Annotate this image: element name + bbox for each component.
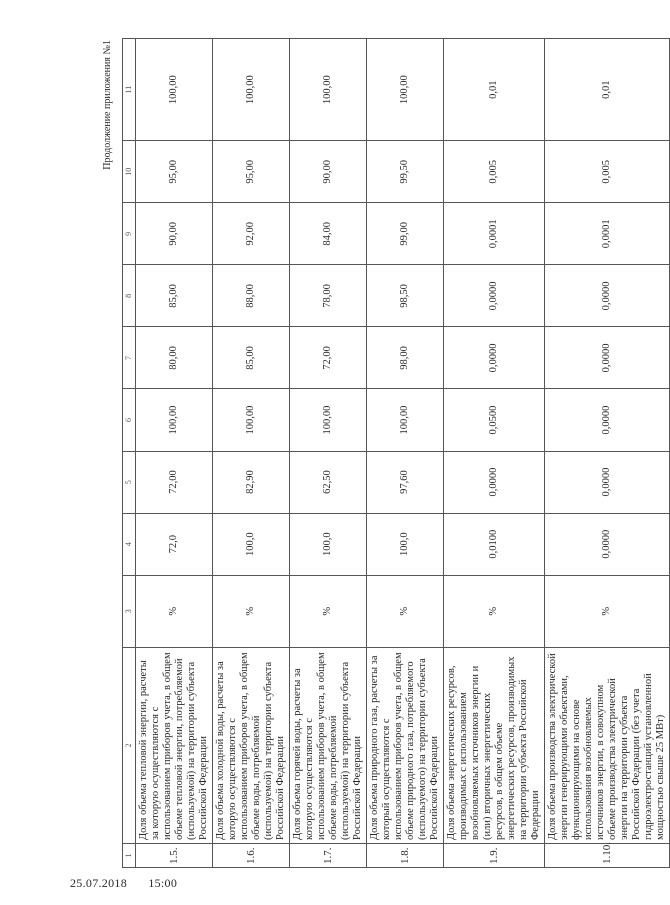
value-cell: 85,00 — [136, 265, 213, 327]
table-row — [545, 39, 670, 868]
col-number: 11 — [123, 39, 136, 141]
col-number: 10 — [123, 141, 136, 203]
col-number: 4 — [123, 513, 136, 575]
value-cell: 95,00 — [213, 141, 290, 203]
value-cell: 100,00 — [136, 389, 213, 451]
value-cell: 100,00 — [213, 39, 290, 141]
rotated-table-area — [98, 38, 666, 868]
value-cell: 0,0000 — [545, 451, 670, 513]
table-row — [136, 39, 213, 868]
value-cell: 97,60 — [367, 451, 444, 513]
column-number-row — [123, 39, 136, 868]
value-cell: 0,0000 — [444, 265, 545, 327]
value-cell: 0,0100 — [444, 513, 545, 575]
value-cell: 95,00 — [136, 141, 213, 203]
indicator-name: Доля объема природного газа, расчеты за который осуществляются с использованием приборов учета, в общем объеме природного газа, потребляемого (используемого) на территории субъекта Российской Федерации — [367, 647, 444, 843]
value-cell: 100,00 — [367, 389, 444, 451]
value-cell: 100,00 — [290, 39, 367, 141]
value-cell: 99,50 — [367, 141, 444, 203]
indicator-name: Доля объема энергетических ресурсов, производимых с использованием возобновляемых источников энергии и (или) вторичных энергетических ресурсов, в общем объеме энергетических ресурсов, производимых на территории субъекта Российской Федерации — [444, 647, 545, 843]
value-cell: 0,0000 — [444, 451, 545, 513]
value-cell: 92,00 — [213, 203, 290, 265]
unit-cell: % — [136, 575, 213, 647]
value-cell: 100,00 — [290, 389, 367, 451]
col-number: 2 — [123, 647, 136, 843]
value-cell: 0,0000 — [545, 513, 670, 575]
row-number: 1.7. — [290, 843, 367, 867]
value-cell: 80,00 — [136, 327, 213, 389]
unit-cell: % — [444, 575, 545, 647]
indicator-name: Доля объема производства электрической энергии генерирующими объектами, функционирующими на основе использования возобновляемых источников энергии, в совокупном объеме производства электрической энергии на территории субъекта Российской Федерации (без учета гидроэлектростанций установленной мощностью свыше 25 МВт) — [545, 647, 670, 843]
table-row — [367, 39, 444, 868]
col-number: 7 — [123, 327, 136, 389]
col-number: 5 — [123, 451, 136, 513]
value-cell: 100,00 — [367, 39, 444, 141]
value-cell: 82,90 — [213, 451, 290, 513]
value-cell: 72,0 — [136, 513, 213, 575]
value-cell: 0,0001 — [444, 203, 545, 265]
indicator-name: Доля объема холодной воды, расчеты за которую осуществляются с использованием приборов учета, в общем объеме воды, потребляемой (используемой) на территории субъекта Российской Федерации — [213, 647, 290, 843]
table-row — [290, 39, 367, 868]
value-cell: 100,0 — [290, 513, 367, 575]
value-cell: 62,50 — [290, 451, 367, 513]
value-cell: 0,01 — [444, 39, 545, 141]
value-cell: 0,01 — [545, 39, 670, 141]
value-cell: 0,0000 — [545, 327, 670, 389]
row-number: 1.5. — [136, 843, 213, 867]
value-cell: 72,00 — [136, 451, 213, 513]
value-cell: 0,005 — [444, 141, 545, 203]
value-cell: 84,00 — [290, 203, 367, 265]
unit-cell: % — [545, 575, 670, 647]
indicator-name: Доля объема горячей воды, расчеты за которую осуществляются с использованием приборов учета, в общем объеме воды, потребляемой (используемой) на территории субъекта Российской Федерации — [290, 647, 367, 843]
indicators-table — [122, 38, 666, 868]
appendix-caption: Продолжение приложения №1 — [102, 40, 113, 170]
value-cell: 72,00 — [290, 327, 367, 389]
print-stamp — [70, 876, 195, 891]
value-cell: 0,0500 — [444, 389, 545, 451]
table-row — [444, 39, 545, 868]
print-date: 25.07.2018 — [70, 876, 127, 890]
value-cell: 85,00 — [213, 327, 290, 389]
value-cell: 88,00 — [213, 265, 290, 327]
value-cell: 99,00 — [367, 203, 444, 265]
value-cell: 100,0 — [367, 513, 444, 575]
print-time: 15:00 — [148, 876, 178, 890]
row-number: 1.8. — [367, 843, 444, 867]
indicator-name: Доля объема тепловой энергии, расчеты за которую осуществляются с использованием приборов учета, в общем объеме тепловой энергии, потребляемой (используемой) на территории субъекта Российской Федерации — [136, 647, 213, 843]
unit-cell: % — [290, 575, 367, 647]
value-cell: 90,00 — [290, 141, 367, 203]
value-cell: 98,00 — [367, 327, 444, 389]
value-cell: 90,00 — [136, 203, 213, 265]
col-number: 9 — [123, 203, 136, 265]
unit-cell: % — [213, 575, 290, 647]
unit-cell: % — [367, 575, 444, 647]
value-cell: 100,00 — [213, 389, 290, 451]
value-cell: 0,0000 — [545, 265, 670, 327]
col-number: 6 — [123, 389, 136, 451]
col-number: 8 — [123, 265, 136, 327]
value-cell: 78,00 — [290, 265, 367, 327]
row-number: 1.10. — [545, 843, 670, 867]
value-cell: 98,50 — [367, 265, 444, 327]
col-number: 1 — [123, 843, 136, 867]
value-cell: 100,00 — [136, 39, 213, 141]
value-cell: 0,0001 — [545, 203, 670, 265]
row-number: 1.6. — [213, 843, 290, 867]
col-number: 3 — [123, 575, 136, 647]
value-cell: 0,005 — [545, 141, 670, 203]
value-cell: 0,0000 — [444, 327, 545, 389]
value-cell: 0,0000 — [545, 389, 670, 451]
value-cell: 100,0 — [213, 513, 290, 575]
row-number: 1.9. — [444, 843, 545, 867]
table-row — [213, 39, 290, 868]
